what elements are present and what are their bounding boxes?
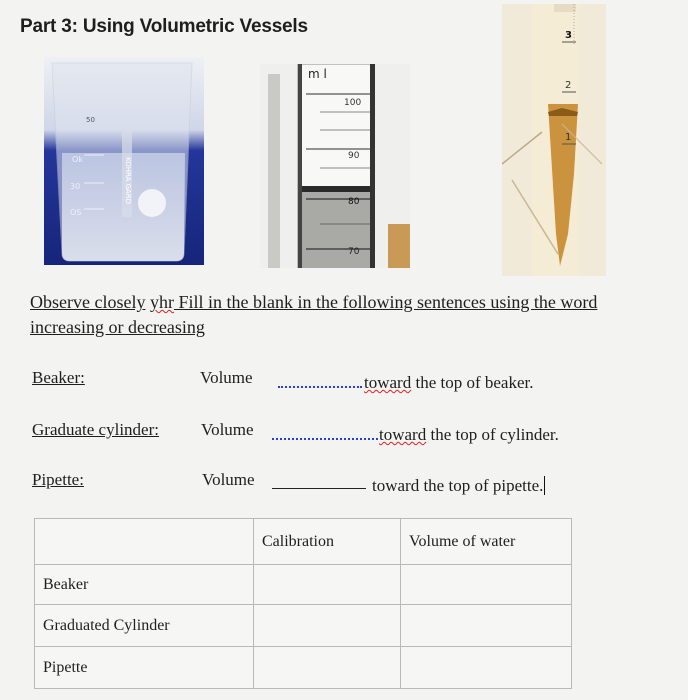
sentence-pipette [0, 470, 688, 496]
page-title: Part 3: Using Volumetric Vessels [20, 16, 308, 37]
table-row [35, 565, 572, 605]
svg-text:2: 2 [565, 80, 572, 91]
svg-text:OS: OS [70, 208, 82, 217]
instruction-typo: yhr [149, 292, 174, 312]
volume-label: Volume [200, 368, 253, 387]
instructions [30, 290, 680, 340]
volume-label: Volume [202, 470, 255, 489]
graduated-cylinder-photo [260, 64, 410, 268]
svg-text:90: 90 [348, 151, 360, 161]
row-label-graduated-cylinder: Graduated Cylinder [35, 605, 254, 647]
sentence-beaker [0, 368, 688, 392]
table-cell[interactable] [254, 647, 401, 689]
row-label-beaker: Beaker [35, 565, 254, 605]
pipette-label: Pipette: [32, 470, 84, 489]
table-header-cell [35, 519, 254, 565]
beaker-photo [44, 57, 204, 265]
table-cell[interactable] [401, 647, 572, 689]
instruction-words: increasing or decreasing [30, 317, 205, 337]
svg-text:50: 50 [86, 116, 95, 124]
pipette-photo [502, 4, 606, 276]
instruction-fill: Fill in the blank in the following sentences using the word [173, 292, 598, 312]
cylinder-blank[interactable] [272, 438, 378, 440]
table-cell[interactable] [254, 605, 401, 647]
table-row [35, 605, 572, 647]
table-cell[interactable] [401, 605, 572, 647]
svg-text:3: 3 [565, 30, 572, 41]
pipette-sentence-end: toward the top of pipette. [372, 476, 544, 495]
instruction-observe: Observe closely [30, 292, 146, 312]
graduate-cylinder-label: Graduate cylinder: [32, 420, 159, 439]
beaker-sentence-end: the top of beaker. [411, 373, 534, 392]
table-row [35, 647, 572, 689]
toward-word: toward [364, 373, 412, 392]
table-header-row [35, 519, 572, 565]
svg-text:30: 30 [70, 182, 81, 191]
beaker-blank[interactable] [278, 386, 362, 388]
svg-text:KOHRA GARD: KOHRA GARD [124, 157, 132, 205]
svg-text:m l: m l [308, 67, 327, 81]
svg-text:80: 80 [348, 197, 360, 207]
row-label-pipette: Pipette [35, 647, 254, 689]
svg-text:1: 1 [565, 132, 572, 143]
svg-text:70: 70 [348, 247, 360, 257]
table-cell[interactable] [401, 565, 572, 605]
sentence-cylinder [0, 420, 688, 444]
volume-label: Volume [201, 420, 254, 439]
cylinder-sentence-end: the top of cylinder. [426, 425, 559, 444]
results-table [34, 518, 572, 689]
svg-text:100: 100 [344, 98, 362, 108]
svg-text:Ok: Ok [72, 155, 83, 164]
table-header-calibration: Calibration [254, 519, 401, 565]
pipette-blank[interactable] [272, 488, 366, 489]
beaker-label: Beaker: [32, 368, 85, 387]
toward-word: toward [379, 425, 427, 444]
table-header-volume: Volume of water [401, 519, 572, 565]
table-cell[interactable] [254, 565, 401, 605]
text-cursor [544, 476, 545, 495]
